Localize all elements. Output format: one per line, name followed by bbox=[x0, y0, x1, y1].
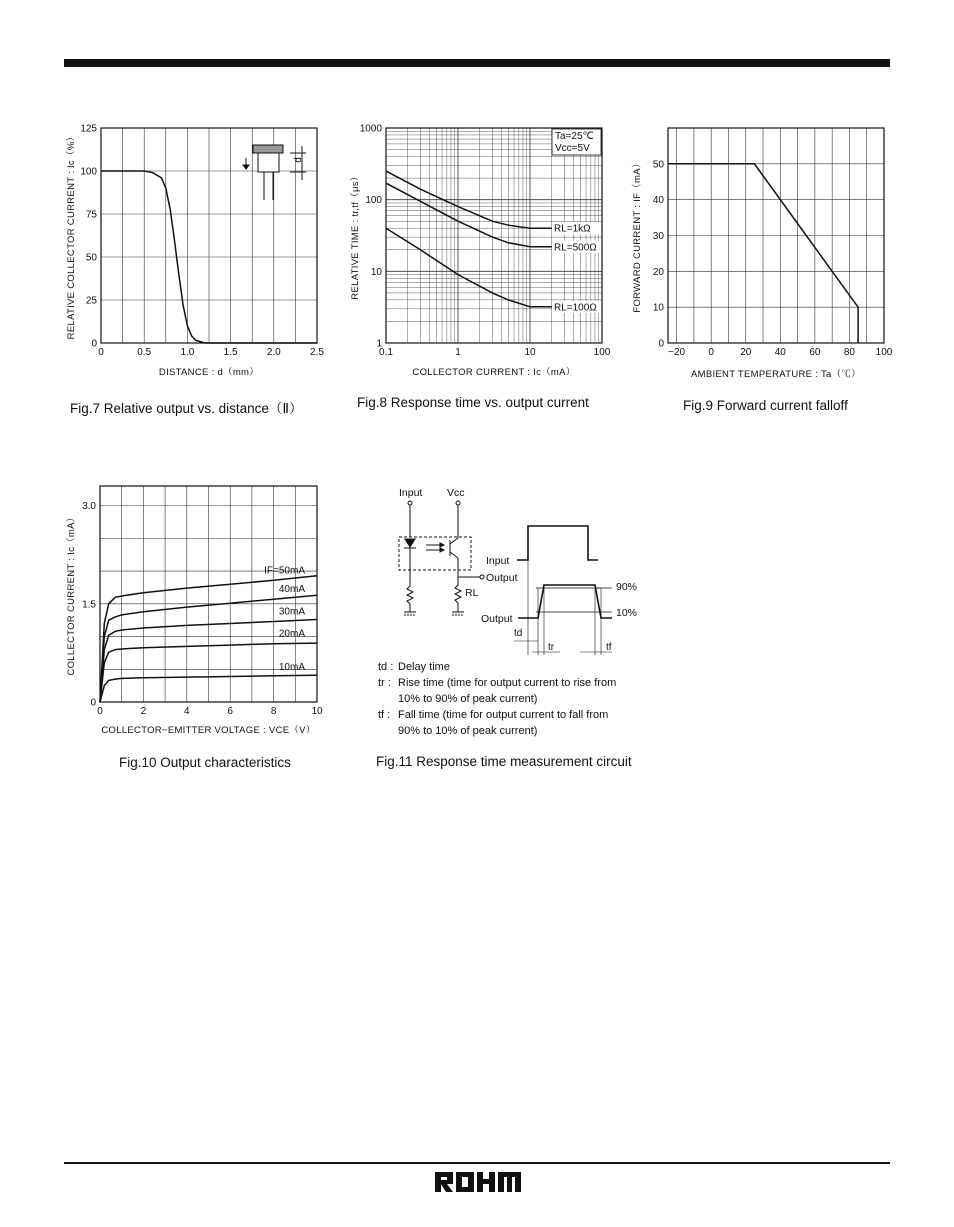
fig9-y-label: FORWARD CURRENT : IF（mA） bbox=[632, 158, 643, 313]
input-terminal bbox=[408, 501, 412, 505]
fig9-x-tick: 20 bbox=[740, 347, 752, 358]
fig9-x-tick: 40 bbox=[774, 347, 786, 358]
fig9-y-tick: 20 bbox=[652, 266, 664, 278]
fig7-y-tick: 75 bbox=[85, 209, 97, 221]
fig10-y-label: COLLECTOR CURRENT : Ic（mA） bbox=[66, 512, 77, 676]
fig11-vcc-label: Vcc bbox=[447, 487, 465, 499]
fig7-y-tick: 50 bbox=[85, 252, 97, 264]
fig10-x-tick: 8 bbox=[270, 706, 277, 717]
fig7-y-tick: 125 bbox=[80, 123, 97, 135]
fig11-output-wave-label: Output bbox=[481, 613, 513, 625]
legend-line: tr : Rise time (time for output current to rise from bbox=[378, 677, 617, 689]
fig11-tf-label: tf bbox=[606, 642, 612, 653]
fig7-y-label: RELATIVE COLLECTOR CURRENT : Ic（%） bbox=[66, 131, 77, 340]
fig7-x-tick: 2.0 bbox=[266, 347, 281, 358]
fig7-x-tick: 1.0 bbox=[180, 347, 195, 358]
vcc-terminal bbox=[456, 501, 460, 505]
fig7-x-tick: 1.5 bbox=[223, 347, 238, 358]
fig11-rl-label: RL bbox=[465, 587, 479, 599]
output-waveform bbox=[518, 585, 612, 618]
fig11-10-label: 10% bbox=[616, 607, 638, 619]
input-waveform bbox=[517, 526, 598, 560]
fig7-caption: Fig.7 Relative output vs. distance（Ⅱ） bbox=[70, 401, 303, 416]
fig10-x-label: COLLECTOR−EMITTER VOLTAGE : VCE（V） bbox=[101, 725, 316, 736]
fig10-x-tick: 6 bbox=[227, 706, 233, 717]
fig9-y-tick: 30 bbox=[652, 231, 664, 242]
fig9-x-tick: 60 bbox=[809, 347, 821, 358]
fig11-td-label: td bbox=[514, 628, 523, 639]
fig8-series-label: RL=100Ω bbox=[554, 302, 597, 314]
fig9-x-label: AMBIENT TEMPERATURE : Ta（℃） bbox=[691, 369, 861, 380]
fig8-x-tick: 10 bbox=[524, 347, 536, 358]
fig8-y-label: RELATIVE TIME : tr,tf（μs） bbox=[350, 171, 361, 300]
fig8-x-label: COLLECTOR CURRENT : Ic（mA） bbox=[412, 367, 576, 378]
fig10-x-tick: 0 bbox=[97, 706, 103, 717]
fig8-series-label: RL=500Ω bbox=[554, 242, 597, 254]
fig7-x-tick: 2.5 bbox=[310, 347, 324, 358]
fig7-inset-d-label: d bbox=[293, 157, 304, 163]
fig8-y-tick: 1000 bbox=[359, 123, 382, 135]
fig9-y-tick: 10 bbox=[652, 302, 664, 314]
fig11-90-label: 90% bbox=[616, 581, 638, 593]
legend-line: td : Delay time bbox=[378, 661, 450, 673]
fig8-x-tick: 1 bbox=[455, 347, 461, 358]
fig10-y-tick: 1.5 bbox=[82, 599, 96, 611]
fig8-caption: Fig.8 Response time vs. output current bbox=[357, 395, 589, 410]
legend-line: 90% to 10% of peak current) bbox=[398, 725, 538, 737]
legend-line: tf : Fall time (time for output current to fall from bbox=[378, 709, 609, 721]
fig9-caption: Fig.9 Forward current falloff bbox=[683, 398, 848, 413]
fig8-series-label: RL=1kΩ bbox=[554, 223, 591, 235]
rohm-logo bbox=[433, 1170, 523, 1194]
fig9-x-tick: 0 bbox=[708, 347, 714, 358]
fig7-x-label: DISTANCE : d（mm） bbox=[158, 367, 260, 378]
fig10-series-label: IF=50mA bbox=[264, 565, 305, 577]
fig8-x-tick: 0.1 bbox=[379, 347, 393, 358]
fig10-series-label: 10mA bbox=[278, 661, 305, 673]
fig10-x-tick: 10 bbox=[311, 706, 323, 717]
fig7-y-tick: 100 bbox=[80, 166, 97, 178]
fig11-input-label: Input bbox=[399, 487, 423, 499]
legend-line: 10% to 90% of peak current) bbox=[398, 693, 538, 705]
fig10-x-tick: 2 bbox=[140, 706, 147, 717]
fig8-condition: Vcc=5V bbox=[555, 143, 590, 154]
fig7-x-tick: 0.5 bbox=[137, 347, 152, 358]
fig10-y-tick: 0 bbox=[90, 697, 96, 709]
fig8-x-tick: 100 bbox=[593, 347, 611, 358]
fig9-y-tick: 40 bbox=[652, 195, 664, 207]
fig7-y-tick: 0 bbox=[91, 338, 97, 350]
fig10-series-label: 40mA bbox=[278, 584, 305, 596]
fig11-caption: Fig.11 Response time measurement circuit bbox=[376, 754, 632, 769]
fig9-y-tick: 50 bbox=[652, 159, 664, 171]
fig8-y-tick: 1 bbox=[376, 338, 382, 350]
fig7-y-tick: 25 bbox=[85, 295, 97, 307]
fig7-x-tick: 0 bbox=[98, 347, 104, 358]
fig10-series-label: 20mA bbox=[278, 628, 305, 640]
fig8-y-tick: 100 bbox=[365, 195, 382, 207]
fig10-series-label: 30mA bbox=[278, 606, 305, 618]
fig10-caption: Fig.10 Output characteristics bbox=[119, 755, 291, 770]
fig11-tr-label: tr bbox=[548, 642, 555, 653]
fig11-input-wave-label: Input bbox=[486, 555, 510, 567]
fig8-condition: Ta=25℃ bbox=[555, 131, 594, 142]
fig9-x-tick: 100 bbox=[875, 347, 893, 358]
fig10-y-tick: 3.0 bbox=[82, 501, 96, 513]
led-symbol bbox=[405, 539, 415, 547]
fig10-x-tick: 4 bbox=[184, 706, 190, 717]
footer-rule bbox=[64, 1162, 890, 1164]
fig9-y-tick: 0 bbox=[658, 338, 664, 350]
fig9-x-tick: 80 bbox=[843, 347, 856, 358]
fig11-output-tap-label: Output bbox=[486, 572, 518, 584]
fig8-y-tick: 10 bbox=[370, 266, 382, 278]
fig9-x-tick: −20 bbox=[668, 347, 686, 358]
